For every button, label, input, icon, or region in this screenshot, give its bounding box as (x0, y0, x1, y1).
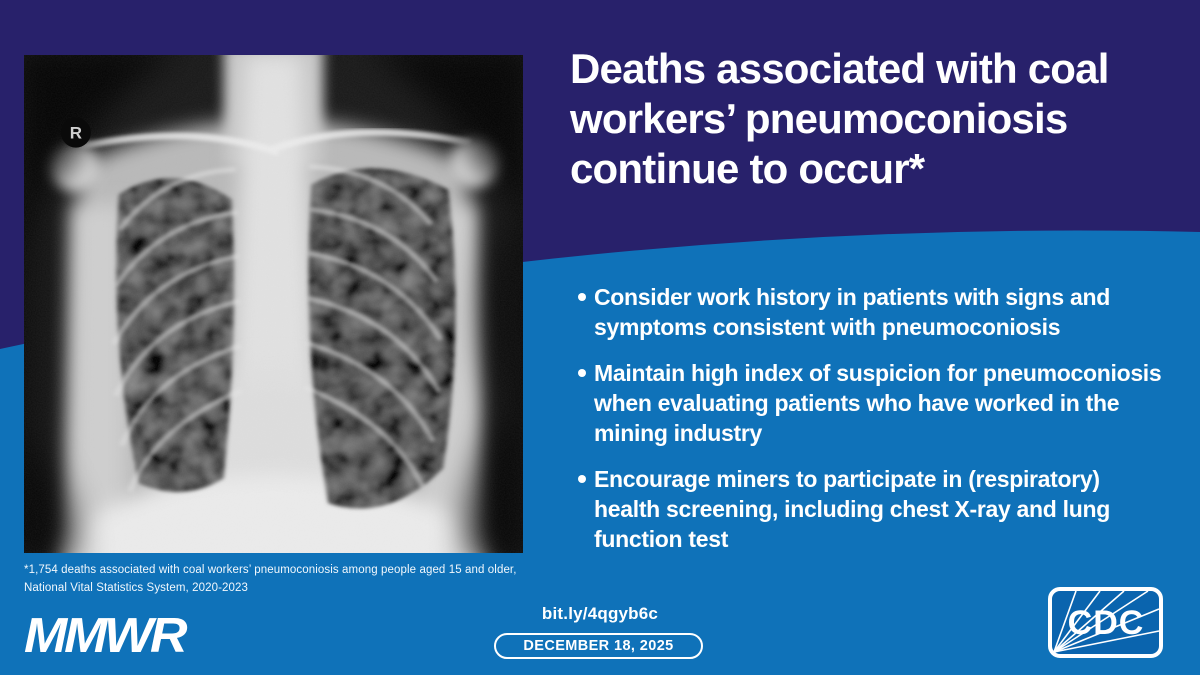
bullet-icon (578, 293, 586, 301)
mmwr-logo: MMWR (24, 609, 185, 663)
footnote: *1,754 deaths associated with coal workers’ pneumoconiosis among people aged 15 and older, National Vital Statistics System, 2020-2023 (24, 564, 517, 594)
bitly-link[interactable]: bit.ly/4qgyb6c (541, 604, 659, 623)
bullet-item (578, 358, 1166, 448)
xray-side-marker: R (69, 123, 83, 143)
bullet-icon (578, 369, 586, 377)
bullet-item (578, 282, 1166, 342)
cdc-logo (1048, 587, 1163, 658)
page-title: Deaths associated with coal workers’ pneumoconiosis continue to occur* (570, 45, 1109, 192)
cdc-logo-label: CDC (1067, 604, 1145, 642)
bullet-text: Maintain high index of suspicion for pneumoconiosis when evaluating patients who have worked in the mining industry (594, 360, 1162, 446)
bullet-item (578, 464, 1166, 554)
bullet-text: Encourage miners to participate in (respiratory) health screening, including chest X-ray and lung function test (594, 466, 1110, 552)
date-badge (494, 633, 703, 659)
chest-xray-graphic (24, 55, 523, 553)
date-badge-label: DECEMBER 18, 2025 (523, 638, 674, 654)
bullet-list (578, 282, 1166, 570)
bullet-icon (578, 475, 586, 483)
chest-xray-image (24, 55, 523, 553)
bullet-text: Consider work history in patients with signs and symptoms consistent with pneumoconiosis (594, 284, 1110, 340)
